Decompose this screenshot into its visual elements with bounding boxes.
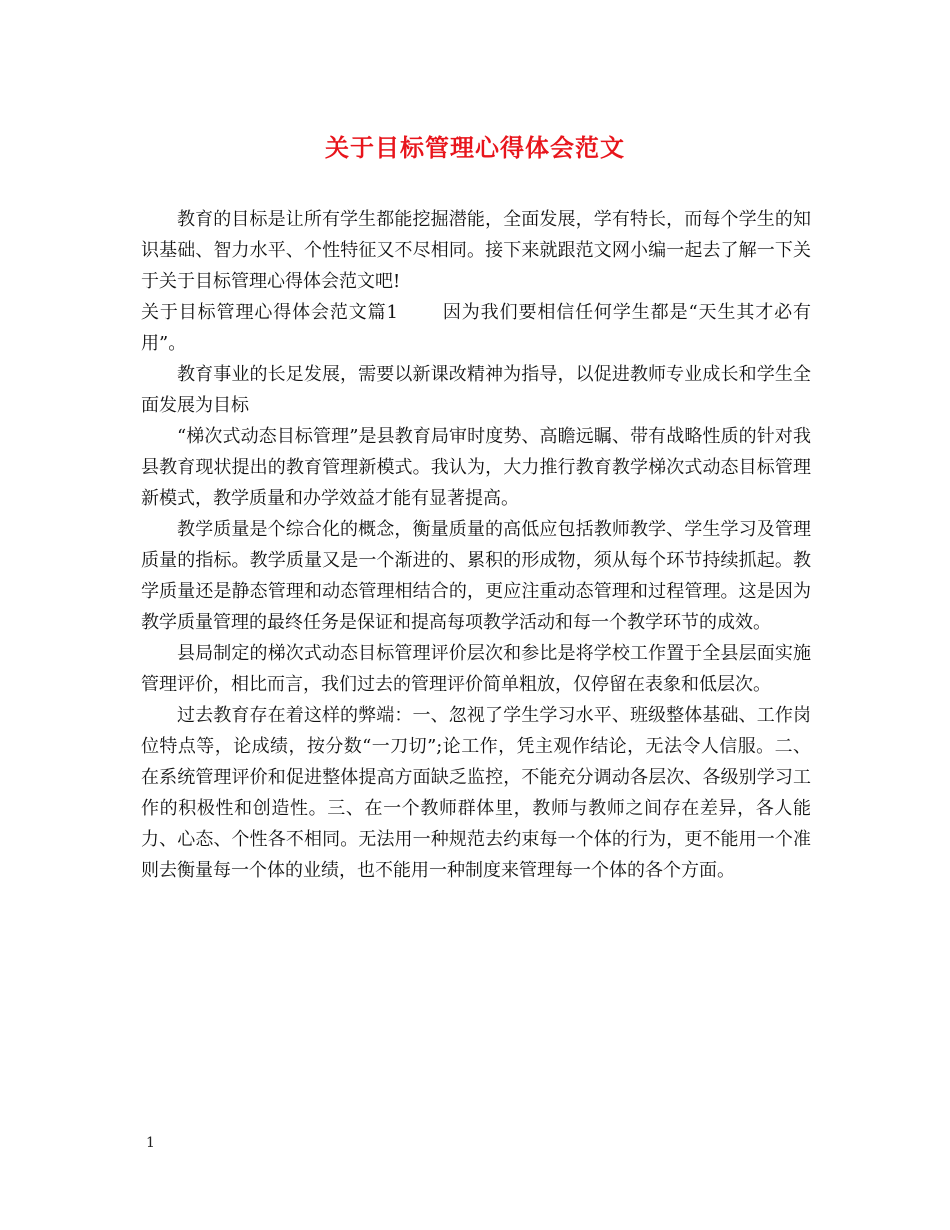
document-title: 关于目标管理心得体会范文: [325, 134, 625, 162]
paragraph-teaching-quality: 教学质量是个综合化的概念，衡量质量的高低应包括教师教学、学生学习及管理质量的指标。教学质量又是一个渐进的、累积的形成物，须从每个环节持续抓起。教学质量还是静态管理和动态管理相结合的，更应注重动态管理和过程管理。这是因为教学质量管理的最终任务是保证和提高每项教学活动和每一个教学环节的成效。: [141, 519, 811, 633]
paragraph-development: 教育事业的长足发展，需要以新课改精神为指导，以促进教师专业成长和学生全面发展为目标: [141, 364, 811, 416]
document-body: [141, 204, 811, 886]
section-lead: 因为我们要相信任何学生都是“天生其才必有用”。: [141, 302, 811, 354]
paragraph-tiered-management: “梯次式动态目标管理”是县教育局审时度势、高瞻远瞩、带有战略性质的针对我县教育现状提出的教育管理新模式。我认为，大力推行教育教学梯次式动态目标管理新模式，教学质量和办学效益才能有显著提高。: [141, 426, 811, 509]
paragraph-intro: 教育的目标是让所有学生都能挖掘潜能，全面发展，学有特长，而每个学生的知识基础、智力水平、个性特征又不尽相同。接下来就跟范文网小编一起去了解一下关于关于目标管理心得体会范文吧!: [141, 209, 811, 292]
paragraph-past-problems: 过去教育存在着这样的弊端：一、忽视了学生学习水平、班级整体基础、工作岗位特点等，论成绩，按分数“一刀切”;论工作，凭主观作结论，无法令人信服。二、在系统管理评价和促进整体提高方面缺乏监控，不能充分调动各层次、各级别学习工作的积极性和创造性。三、在一个教师群体里，教师与教师之间存在差异，各人能力、心态、个性各不相同。无法用一种规范去约束每一个体的行为，更不能用一个准则去衡量每一个体的业绩，也不能用一种制度来管理每一个体的各个方面。: [141, 705, 811, 881]
page-number: 1: [146, 1135, 155, 1151]
section-heading: 关于目标管理心得体会范文篇1: [141, 302, 399, 323]
paragraph-county-evaluation: 县局制定的梯次式动态目标管理评价层次和参比是将学校工作置于全县层面实施管理评价，相比而言，我们过去的管理评价简单粗放，仅停留在表象和低层次。: [141, 643, 811, 695]
section-line: [141, 297, 811, 359]
